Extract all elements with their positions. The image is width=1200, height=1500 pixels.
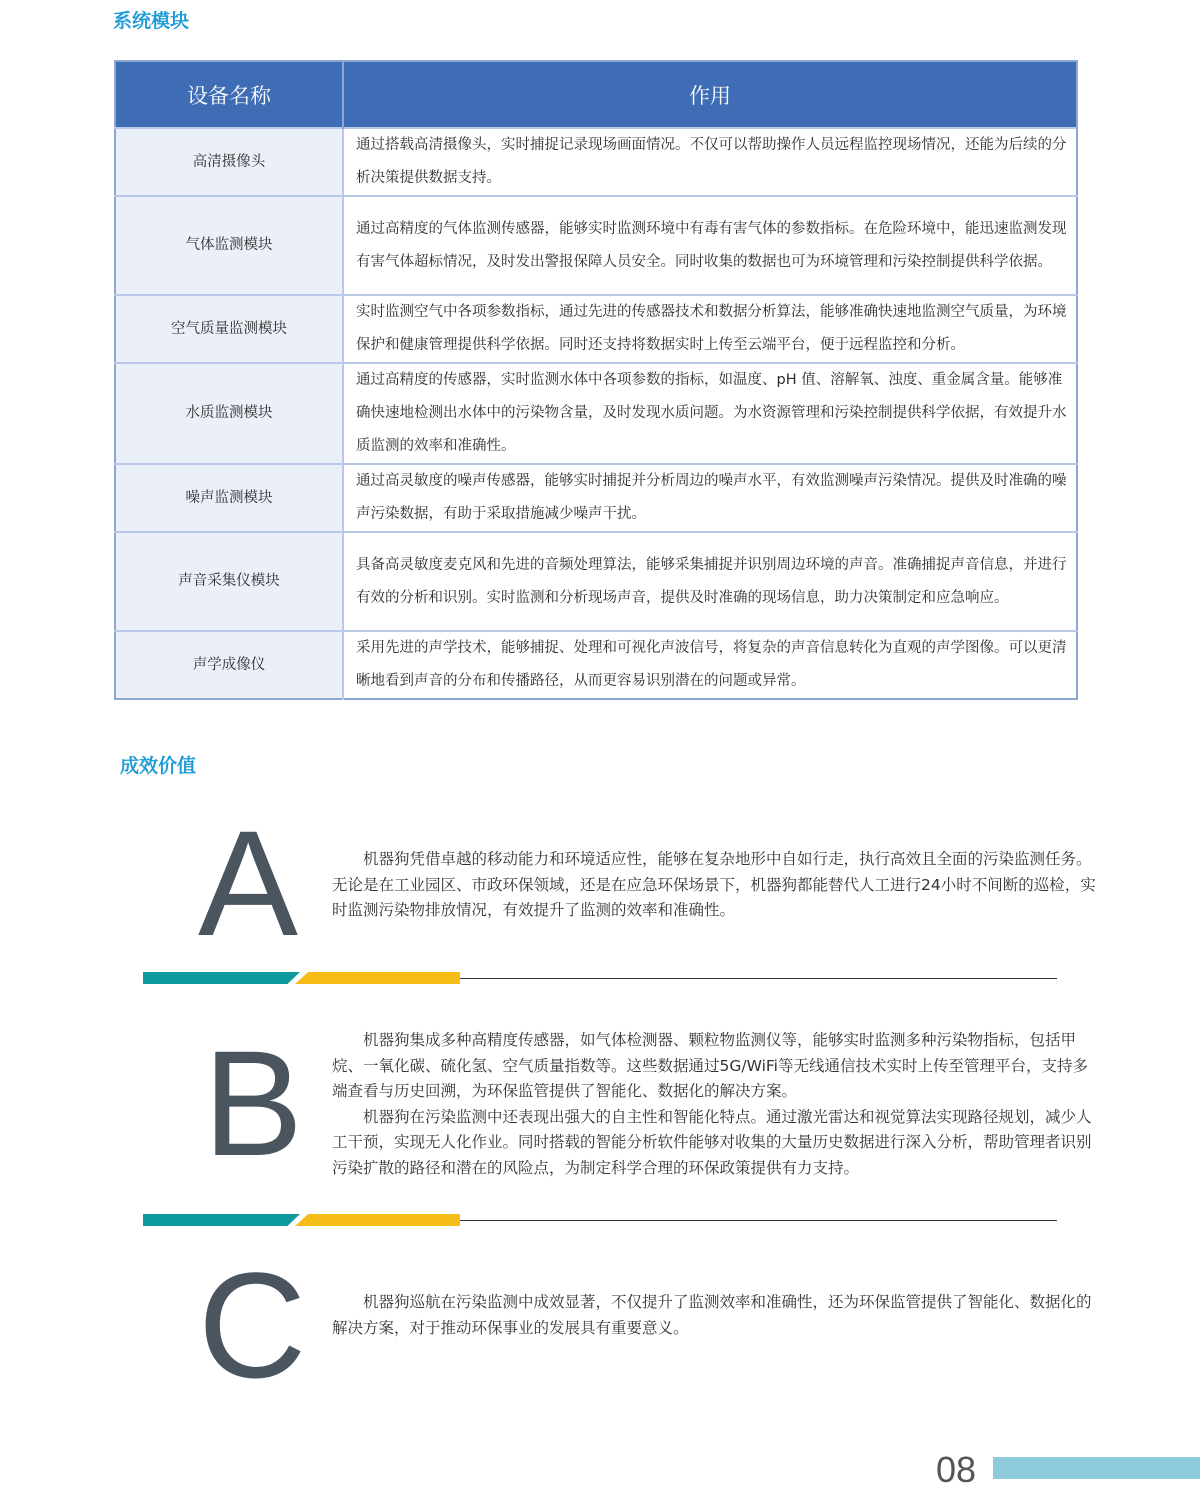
device-name: 空气质量监测模块 <box>115 295 343 363</box>
paragraph: 机器狗巡航在污染监测中成效显著，不仅提升了监测效率和准确性，还为环保监管提供了智能化、数据化的解决方案，对于推动环保事业的发展具有重要意义。 <box>332 1293 1092 1337</box>
page-number: 08 <box>936 1449 977 1490</box>
module-table <box>114 60 1078 700</box>
letter-a: A <box>198 799 299 967</box>
table-row <box>115 295 1077 363</box>
letter-b: B <box>203 1019 304 1187</box>
device-name: 声音采集仪模块 <box>115 532 343 631</box>
device-name: 高清摄像头 <box>115 128 343 196</box>
paragraph: 机器狗在污染监测中还表现出强大的自主性和智能化特点。通过激光雷达和视觉算法实现路径规划，减少人工干预，实现无人化作业。同时搭载的智能分析软件能够对收集的大量历史数据进行深入分析，帮助管理者识别污染扩散的路径和潜在的风险点，为制定科学合理的环保政策提供有力支持。 <box>332 1107 1092 1177</box>
device-name: 气体监测模块 <box>115 196 343 295</box>
page-number-bar <box>993 1457 1200 1479</box>
table-row <box>115 532 1077 631</box>
paragraph: 机器狗集成多种高精度传感器，如气体检测器、颗粒物监测仪等，能够实时监测多种污染物指标，包括甲烷、一氧化碳、硫化氢、空气质量指数等。这些数据通过5G/WiFi等无线通信技术实时上传至管理平台，支持多端查看与历史回溯，为环保监管提供了智能化、数据化的解决方案。 <box>332 1031 1088 1100</box>
device-desc: 具备高灵敏度麦克风和先进的音频处理算法，能够采集捕捉并识别周边环境的声音。准确捕捉声音信息，并进行有效的分析和识别。实时监测和分析现场声音，提供及时准确的现场信息，助力决策制定和应急响应。 <box>343 532 1077 631</box>
device-desc: 采用先进的声学技术，能够捕捉、处理和可视化声波信号，将复杂的声音信息转化为直观的声学图像。可以更清晰地看到声音的分布和传播路径，从而更容易识别潜在的问题或异常。 <box>343 631 1077 699</box>
value-b-text <box>332 1028 1100 1181</box>
header-device-name: 设备名称 <box>115 61 343 128</box>
table-row <box>115 464 1077 532</box>
device-name: 声学成像仪 <box>115 631 343 699</box>
value-a-text <box>332 847 1100 924</box>
table-row <box>115 196 1077 295</box>
table-row <box>115 631 1077 699</box>
device-desc: 实时监测空气中各项参数指标，通过先进的传感器技术和数据分析算法，能够准确快速地监测空气质量，为环境保护和健康管理提供科学依据。同时还支持将数据实时上传至云端平台，便于远程监控和分析。 <box>343 295 1077 363</box>
paragraph: 机器狗凭借卓越的移动能力和环境适应性，能够在复杂地形中自如行走，执行高效且全面的污染监测任务。无论是在工业园区、市政环保领域，还是在应急环保场景下，机器狗都能替代人工进行24小时不间断的巡检，实时监测污染物排放情况，有效提升了监测的效率和准确性。 <box>332 850 1096 919</box>
device-desc: 通过高灵敏度的噪声传感器，能够实时捕捉并分析周边的噪声水平，有效监测噪声污染情况。提供及时准确的噪声污染数据，有助于采取措施减少噪声干扰。 <box>343 464 1077 532</box>
divider <box>143 972 1057 984</box>
table-row <box>115 128 1077 196</box>
device-desc: 通过搭载高清摄像头，实时捕捉记录现场画面情况。不仅可以帮助操作人员远程监控现场情况，还能为后续的分析决策提供数据支持。 <box>343 128 1077 196</box>
header-function: 作用 <box>343 61 1077 128</box>
device-desc: 通过高精度的传感器，实时监测水体中各项参数的指标，如温度、pH 值、溶解氧、浊度、重金属含量。能够准确快速地检测出水体中的污染物含量，及时发现水质问题。为水资源管理和污染控制提供科学依据，有效提升水质监测的效率和准确性。 <box>343 363 1077 464</box>
value-c-text <box>332 1290 1100 1341</box>
letter-c: C <box>198 1241 307 1409</box>
table-row <box>115 363 1077 464</box>
device-desc: 通过高精度的气体监测传感器，能够实时监测环境中有毒有害气体的参数指标。在危险环境中，能迅速监测发现有害气体超标情况，及时发出警报保障人员安全。同时收集的数据也可为环境管理和污染控制提供科学依据。 <box>343 196 1077 295</box>
section-title-modules: 系统模块 <box>113 10 190 32</box>
divider <box>143 1214 1057 1226</box>
section-title-value: 成效价值 <box>120 755 197 777</box>
device-name: 水质监测模块 <box>115 363 343 464</box>
device-name: 噪声监测模块 <box>115 464 343 532</box>
